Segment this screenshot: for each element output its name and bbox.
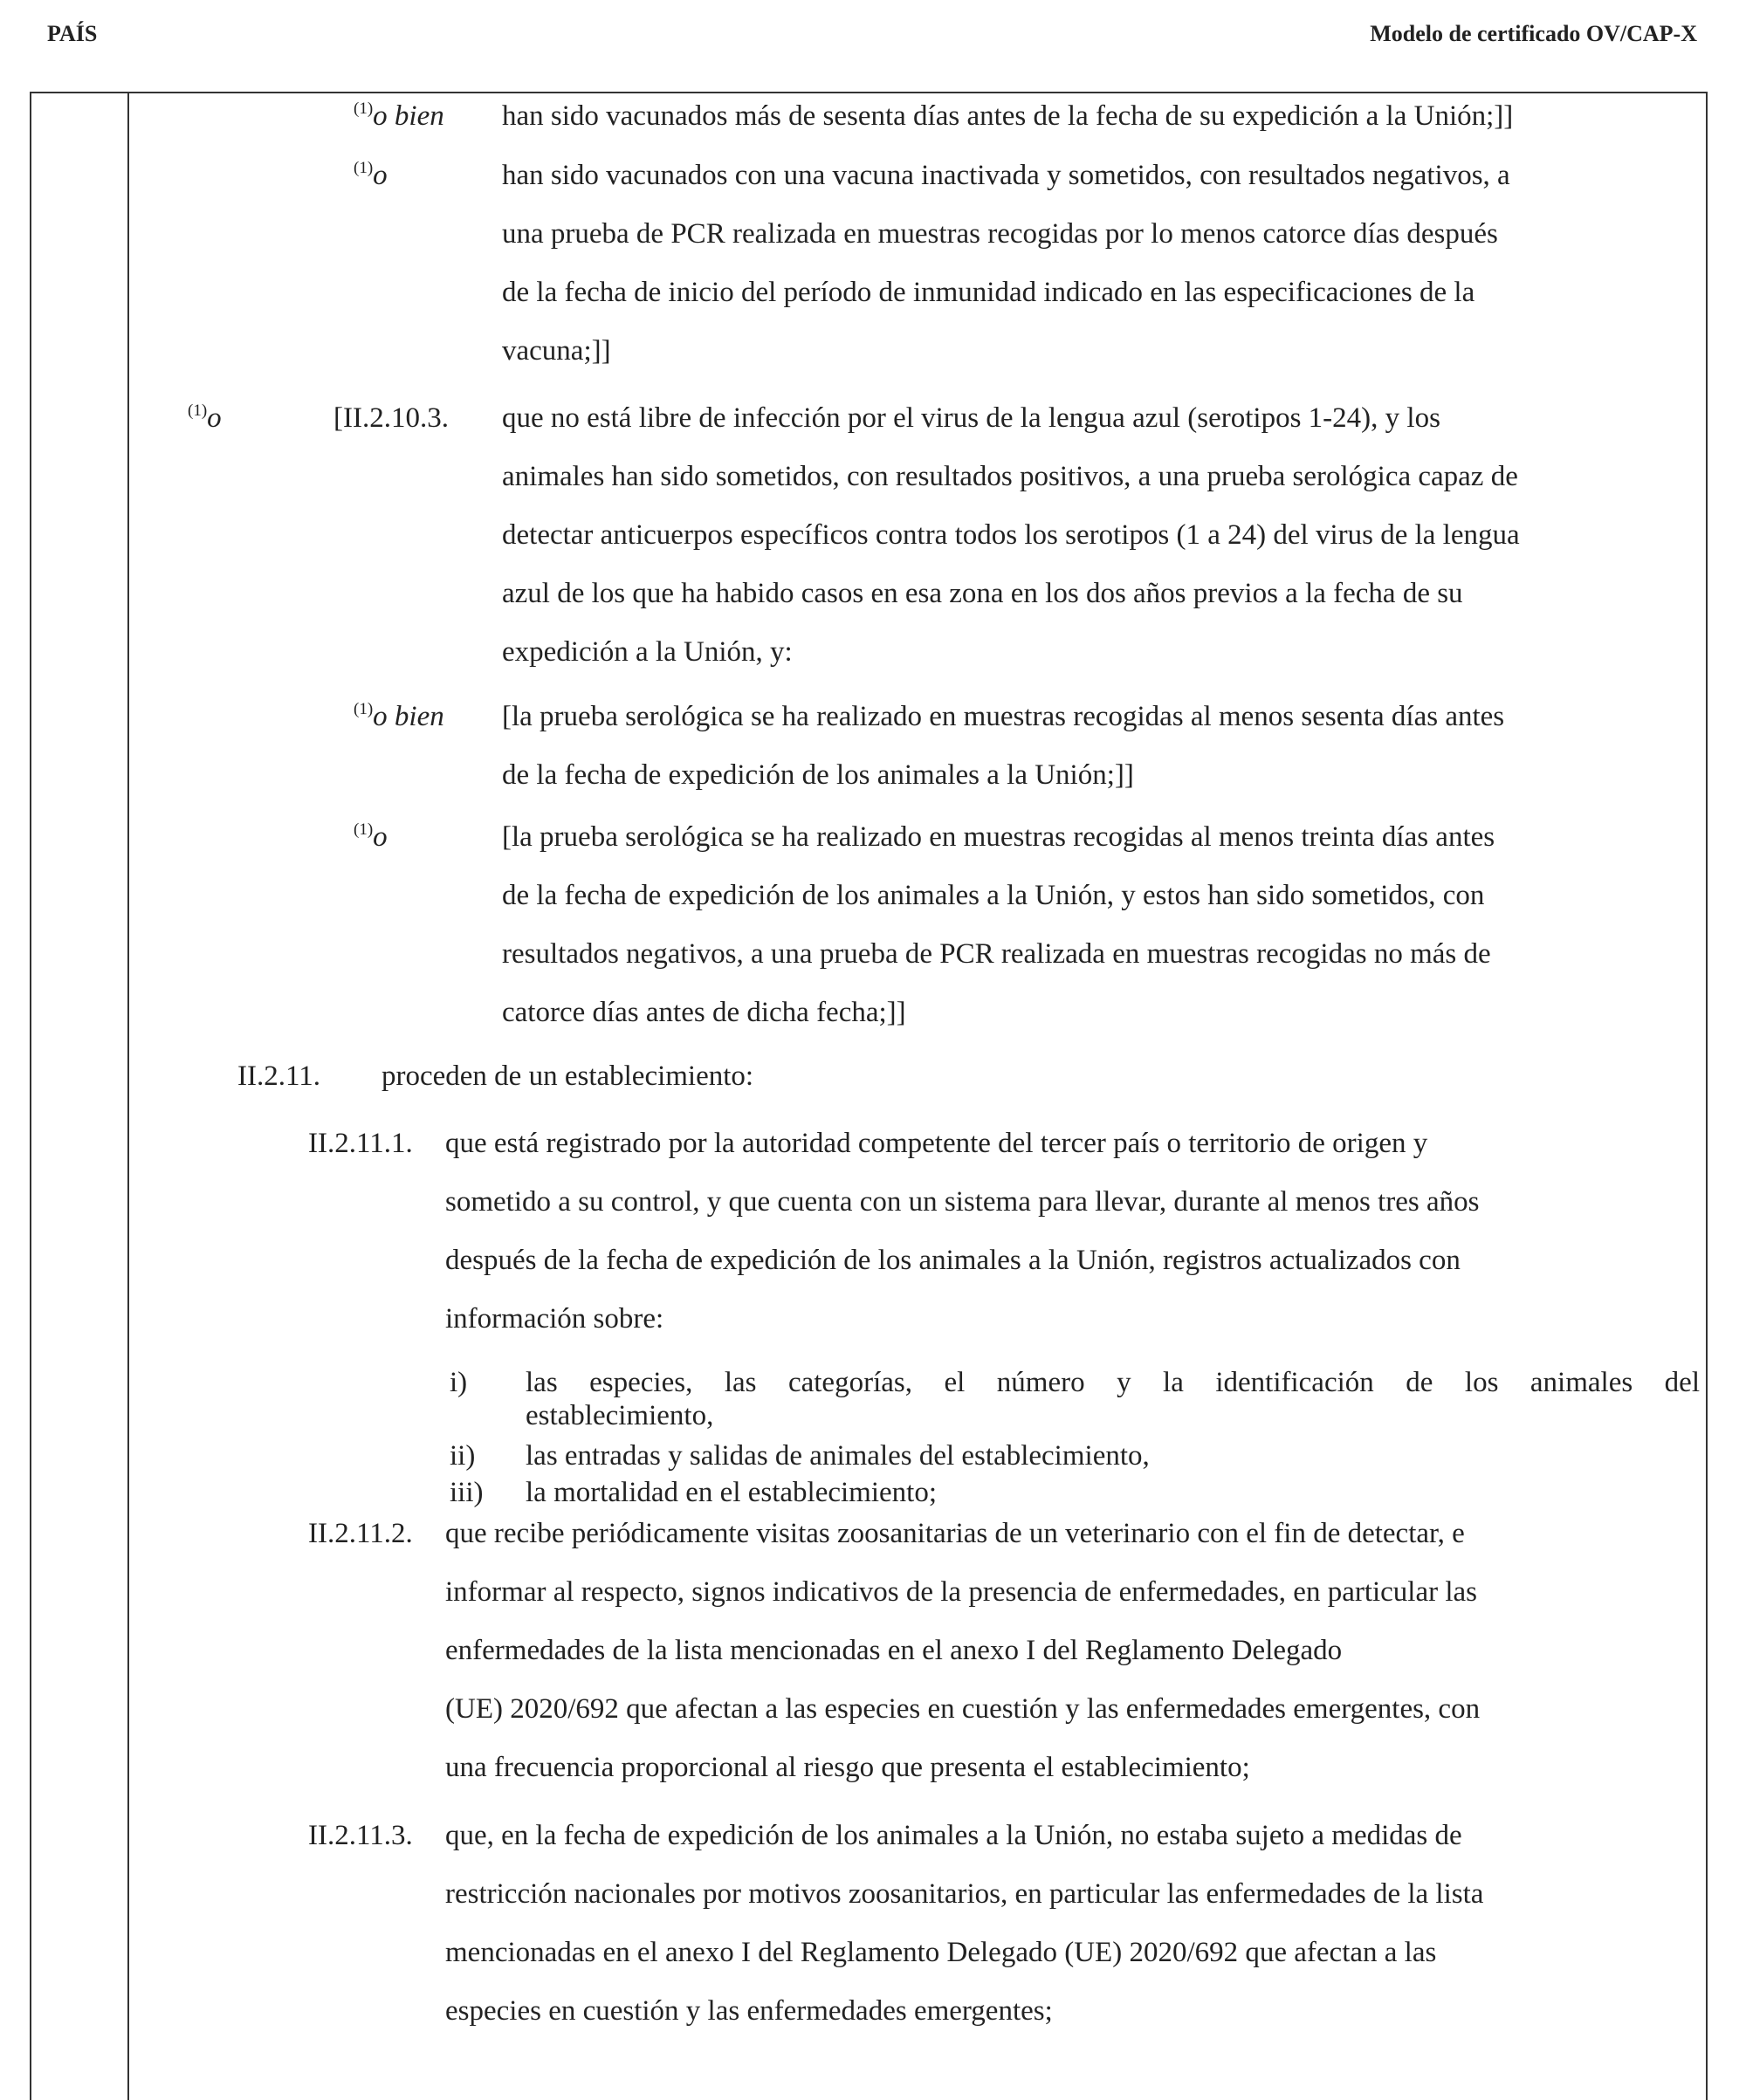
list-item-marker: i): [450, 1367, 468, 1398]
paragraph-line: una frecuencia proporcional al riesgo que presenta el establecimiento;: [445, 1752, 1250, 1783]
list-item-line: la mortalidad en el establecimiento;: [526, 1477, 937, 1508]
list-item-line: las entradas y salidas de animales del establecimiento,: [526, 1440, 1150, 1472]
certificate-model-header: Modelo de certificado OV/CAP-X: [1370, 21, 1697, 46]
paragraph-line: azul de los que ha habido casos en esa zona en los dos años previos a la fecha de su: [502, 578, 1463, 609]
paragraph-line: mencionadas en el anexo I del Reglamento Delegado (UE) 2020/692 que afectan a las: [445, 1937, 1437, 1968]
paragraph-line: después de la fecha de expedición de los animales a la Unión, registros actualizados con: [445, 1245, 1461, 1276]
paragraph-line: que recibe periódicamente visitas zoosanitarias de un veterinario con el fin de detectar, e: [445, 1518, 1465, 1549]
paragraph-line: (UE) 2020/692 que afectan a las especies en cuestión y las enfermedades emergentes, con: [445, 1693, 1481, 1725]
paragraph-line: han sido vacunados más de sesenta días antes de la fecha de su expedición a la Unión;]]: [502, 100, 1514, 132]
paragraph-line: resultados negativos, a una prueba de PCR realizada en muestras recogidas no más de: [502, 938, 1491, 970]
paragraph: [502, 147, 1510, 381]
paragraph-line: informar al respecto, signos indicativos de la presencia de enfermedades, en particular las: [445, 1576, 1478, 1608]
list-item: [526, 1366, 1700, 1432]
paragraph-line: de la fecha de expedición de los animales a la Unión;]]: [502, 759, 1134, 791]
paragraph: [502, 688, 1504, 805]
paragraph-line: animales han sido sometidos, con resultados positivos, a una prueba serológica capaz de: [502, 461, 1518, 492]
section-number: [II.2.10.3.: [333, 402, 449, 434]
paragraph-line: especies en cuestión y las enfermedades emergentes;: [445, 1995, 1053, 2027]
option-marker: $^{(1)}$o: [354, 159, 388, 191]
paragraph-line: que no está libre de infección por el virus de la lengua azul (serotipos 1-24), y los: [502, 402, 1440, 434]
list-item-line: establecimiento,: [526, 1400, 714, 1431]
paragraph: [502, 808, 1495, 1042]
section-number: II.2.11.: [237, 1060, 321, 1092]
paragraph-line: expedición a la Unión, y:: [502, 636, 793, 668]
paragraph-line: proceden de un establecimiento:: [382, 1060, 754, 1092]
paragraph-line: una prueba de PCR realizada en muestras recogidas por lo menos catorce días después: [502, 218, 1498, 250]
list-item-marker: iii): [450, 1477, 484, 1508]
paragraph-line: detectar anticuerpos específicos contra todos los serotipos (1 a 24) del virus de la lengua: [502, 519, 1520, 551]
paragraph-line: vacuna;]]: [502, 335, 611, 367]
paragraph: [445, 1563, 1480, 1797]
paragraph-line: de la fecha de inicio del período de inmunidad indicado en las especificaciones de la: [502, 277, 1475, 308]
section-number: II.2.11.3.: [308, 1820, 413, 1851]
paragraph-line: [la prueba serológica se ha realizado en muestras recogidas al menos sesenta días antes: [502, 701, 1505, 732]
paragraph: [502, 389, 1520, 682]
paragraph-line: que está registrado por la autoridad competente del tercer país o territorio de origen y: [445, 1128, 1428, 1159]
frame-inner-column-divider: [127, 92, 129, 2100]
option-marker: $^{(1)}$o: [188, 401, 222, 434]
list-item: [526, 1439, 1150, 1472]
paragraph-line: enfermedades de la lista mencionadas en el anexo I del Reglamento Delegado: [445, 1635, 1343, 1666]
list-item-marker: ii): [450, 1440, 476, 1472]
paragraph-line: que, en la fecha de expedición de los animales a la Unión, no estaba sujeto a medidas de: [445, 1820, 1462, 1851]
list-item-line: las especies, las categorías, el número y la identificación de los animales del: [526, 1367, 1700, 1398]
paragraph-line: catorce días antes de dicha fecha;]]: [502, 997, 906, 1028]
paragraph: [445, 1173, 1480, 1349]
paragraph: [445, 1865, 1483, 2041]
option-marker: $^{(1)}$o bien: [354, 700, 444, 732]
paragraph-line: información sobre:: [445, 1303, 664, 1335]
paragraph-line: [la prueba serológica se ha realizado en muestras recogidas al menos treinta días antes: [502, 821, 1495, 853]
paragraph-line: han sido vacunados con una vacuna inactivada y sometidos, con resultados negativos, a: [502, 160, 1510, 191]
option-marker: $^{(1)}$o: [354, 820, 388, 853]
section-number: II.2.11.1.: [308, 1128, 413, 1159]
section-number: II.2.11.2.: [308, 1518, 413, 1549]
paragraph-line: restricción nacionales por motivos zoosanitarios, en particular las enfermedades de la lista: [445, 1878, 1484, 1910]
option-marker: $^{(1)}$o bien: [354, 100, 444, 132]
paragraph-line: sometido a su control, y que cuenta con un sistema para llevar, durante al menos tres años: [445, 1186, 1480, 1218]
country-header: PAÍS: [47, 21, 98, 46]
paragraph-line: de la fecha de expedición de los animales a la Unión, y estos han sido sometidos, con: [502, 880, 1485, 911]
